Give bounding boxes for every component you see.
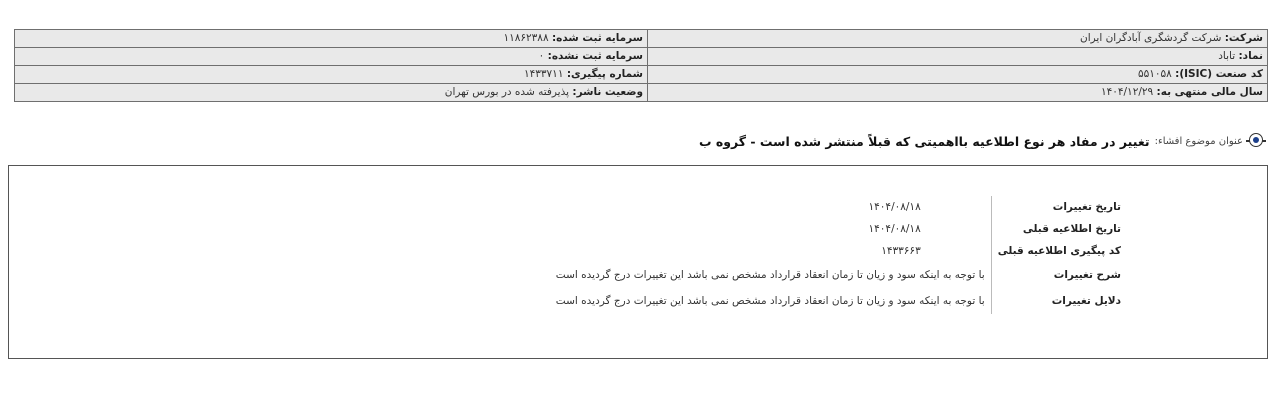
info-row-symbol — [15, 48, 1268, 66]
registered-capital-cell — [15, 30, 648, 48]
unregistered-capital-label: سرمایه ثبت نشده: — [547, 50, 643, 62]
info-row-company — [15, 30, 1268, 48]
company-label: شرکت: — [1224, 32, 1263, 44]
tracking-number-value: ۱۴۳۳۷۱۱ — [523, 68, 564, 80]
isic-value: ۵۵۱۰۵۸ — [1137, 68, 1172, 80]
symbol-label: نماد: — [1238, 50, 1263, 62]
details-row-description — [550, 262, 1127, 288]
change-date-value: ۱۴۰۴/۰۸/۱۸ — [868, 201, 921, 213]
fiscal-year-cell — [648, 84, 1268, 102]
previous-notice-date-value: ۱۴۰۴/۰۸/۱۸ — [868, 223, 921, 235]
unregistered-capital-cell — [15, 48, 648, 66]
info-row-fiscal-year — [15, 84, 1268, 102]
change-description-value: با توجه به اینکه سود و زیان تا زمان انعقاد قرارداد مشخص نمی باشد این تغییرات درج گردیده است — [555, 269, 985, 281]
registered-capital-value: ۱۱۸۶۲۳۸۸ — [503, 32, 549, 44]
publisher-status-cell — [15, 84, 648, 102]
details-panel — [8, 165, 1268, 359]
tracking-number-cell — [15, 66, 648, 84]
previous-tracking-code-label: کد پیگیری اطلاعیه قبلی — [991, 240, 1127, 262]
isic-label: کد صنعت (ISIC): — [1175, 68, 1263, 80]
unregistered-capital-value: ۰ — [538, 50, 545, 62]
change-date-label: تاریخ تغییرات — [991, 196, 1127, 218]
details-row-reasons — [550, 288, 1127, 314]
details-table — [550, 196, 1127, 314]
disclosure-subject — [699, 130, 1266, 152]
previous-tracking-code-value: ۱۴۳۳۶۶۳ — [881, 245, 921, 257]
subject-title: تغییر در مفاد هر نوع اطلاعیه بااهمیتی که قبلاً منتشر شده است - گروه ب — [698, 133, 1150, 149]
details-row-previous-date — [550, 218, 1127, 240]
change-description-label: شرح تغییرات — [991, 262, 1127, 288]
registered-capital-label: سرمایه ثبت شده: — [551, 32, 643, 44]
symbol-cell — [648, 48, 1268, 66]
info-row-isic — [15, 66, 1268, 84]
company-value: شرکت گردشگری آبادگران ایران — [1079, 32, 1222, 44]
subject-label: عنوان موضوع افشاء: — [1154, 135, 1243, 147]
fiscal-year-label: سال مالی منتهی به: — [1156, 86, 1263, 98]
details-row-change-date — [550, 196, 1127, 218]
change-reasons-label: دلایل تغییرات — [991, 288, 1127, 314]
fiscal-year-value: ۱۴۰۴/۱۲/۲۹ — [1100, 86, 1154, 98]
details-row-previous-tracking — [550, 240, 1127, 262]
isic-cell — [648, 66, 1268, 84]
symbol-value: تاباد — [1218, 50, 1236, 62]
publisher-status-label: وضعیت ناشر: — [572, 86, 643, 98]
radio-bullet-icon — [1246, 132, 1266, 150]
company-name-cell — [648, 30, 1268, 48]
change-reasons-value: با توجه به اینکه سود و زیان تا زمان انعقاد قرارداد مشخص نمی باشد این تغییرات درج گردیده است — [555, 295, 985, 307]
publisher-status-value: پذیرفته شده در بورس تهران — [444, 86, 570, 98]
company-info-table — [14, 29, 1268, 102]
tracking-number-label: شماره پیگیری: — [566, 68, 643, 80]
previous-notice-date-label: تاریخ اطلاعیه قبلی — [991, 218, 1127, 240]
